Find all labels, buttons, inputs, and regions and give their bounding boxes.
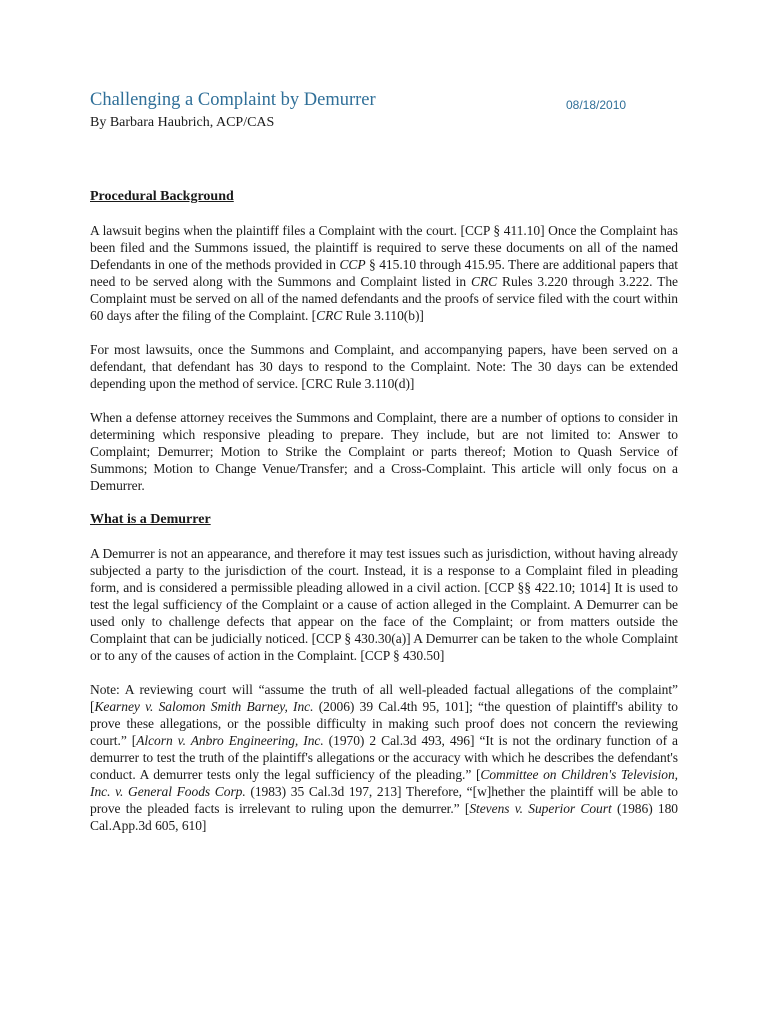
italic-citation: CRC bbox=[316, 308, 343, 323]
paragraph-most-lawsuits: For most lawsuits, once the Summons and Complaint, and accompanying papers, have been served on a defendant, that defendant has 30 days to respond to the Complaint. Note: The 30 days can be extended depending upon the method of service. [CRC Rule 3.110(d)] bbox=[90, 342, 678, 391]
heading-procedural-background: Procedural Background bbox=[90, 189, 234, 204]
italic-citation: Kearney v. Salomon Smith Barney, Inc. bbox=[94, 699, 314, 714]
italic-citation: CCP bbox=[339, 257, 366, 272]
document-date: 08/18/2010 bbox=[566, 98, 627, 112]
paragraph-lawsuit-begins: A lawsuit begins when the plaintiff files a Complaint with the court. [CCP § 411.10] Once the Complaint has been filed and the Summons issued, the plaintiff is required to serve these documents on all of the named Defendants in one of the methods provided in CCP § 415.10 through 415.95. There are additional papers that need to be served along with the Summons and Complaint listed in CRC Rules 3.220 through 3.222. The Complaint must be served on all of the named defendants and the proofs of service filed with the court within 60 days after the filing of the Complaint. [CRC Rule 3.110(b)] bbox=[90, 223, 678, 323]
italic-citation: CRC bbox=[471, 274, 498, 289]
paragraph-demurrer-definition: A Demurrer is not an appearance, and therefore it may test issues such as jurisdiction, without having already subjected a party to the jurisdiction of the court. Instead, it is a response to a Complaint filed in pleading form, and is considered a permissible pleading allowed in a civil action. [CCP §§ 422.10; 1014] It is used to test the legal sufficiency of the Complaint or a cause of action alleged in the Complaint. A Demurrer can be used only to challenge defects that appear on the face of the Complaint; or from matters outside the Complaint that can be judicially noticed. [CCP § 430.30(a)] A Demurrer can be taken to the whole Complaint or to any of the causes of action in the Complaint. [CCP § 430.50] bbox=[90, 546, 678, 663]
author-byline: By Barbara Haubrich, ACP/CAS bbox=[90, 115, 275, 130]
document-title: Challenging a Complaint by Demurrer bbox=[90, 90, 376, 110]
heading-what-is-a-demurrer: What is a Demurrer bbox=[90, 512, 211, 527]
title-row bbox=[90, 90, 678, 114]
paragraph-reviewing-court-note: Note: A reviewing court will “assume the truth of all well-pleaded factual allegations of the complaint” [Kearney v. Salomon Smith Barney, Inc. (2006) 39 Cal.4th 95, 101]; “the question of plaintiff's ability to prove these allegations, or the possible difficulty in making such proof does not concern the reviewing court.” [Alcorn v. Anbro Engineering, Inc. (1970) 2 Cal.3d 493, 496] “It is not the ordinary function of a demurrer to test the truth of the plaintiff's allegations or the accuracy with which he describes the defendant's conduct. A demurrer tests only the legal sufficiency of the pleading.” [Committee on Children's Television, Inc. v. General Foods Corp. (1983) 35 Cal.3d 197, 213] Therefore, “[w]hether the plaintiff will be able to prove the pleaded facts is irrelevant to ruling upon the demurrer.” [Stevens v. Superior Court (1986) 180 Cal.App.3d 605, 610] bbox=[90, 682, 679, 833]
italic-citation: Committee on Children's Television, Inc. v. General Foods Corp. bbox=[90, 767, 678, 799]
italic-citation: Stevens v. Superior Court bbox=[469, 801, 612, 816]
italic-citation: Alcorn v. Anbro Engineering, Inc. bbox=[136, 733, 324, 748]
paragraph-defense-attorney: When a defense attorney receives the Summons and Complaint, there are a number of options to consider in determining which responsive pleading to prepare. They include, but are not limited to: Answer to Complaint; Demurrer; Motion to Strike the Complaint or parts thereof; Motion to Quash Service of Summons; Motion to Change Venue/Transfer; and a Cross-Complaint. This article will only focus on a Demurrer. bbox=[90, 410, 678, 493]
document-body bbox=[90, 90, 678, 834]
